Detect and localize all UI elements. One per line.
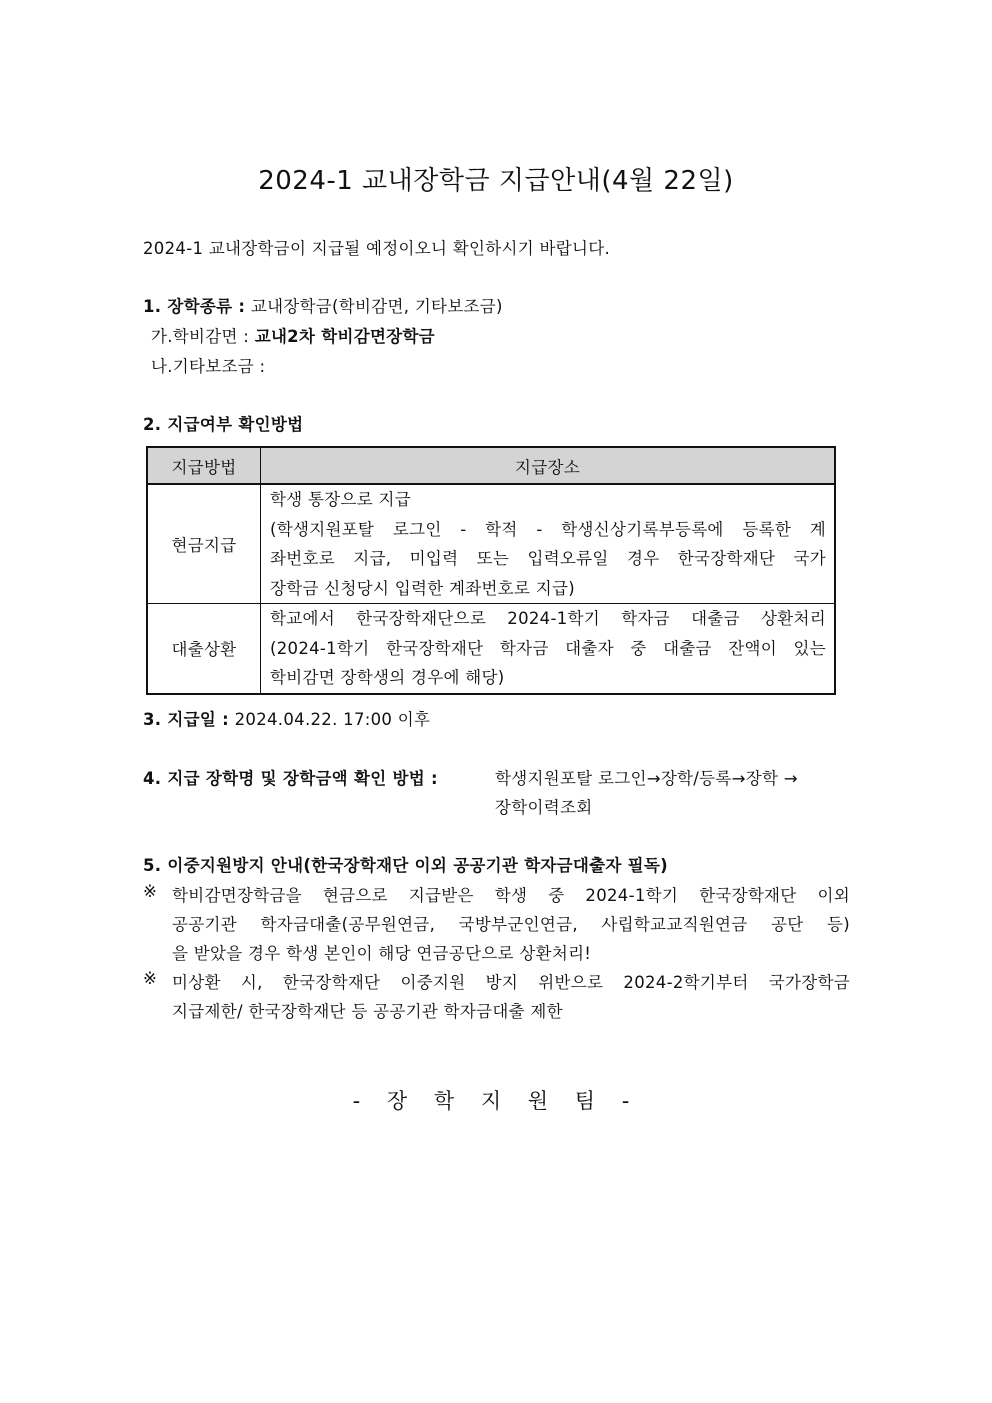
section-3 bbox=[143, 706, 430, 730]
place-line: 좌번호로 지급, 미입력 또는 입력오류일 경우 한국장학재단 국가 bbox=[270, 549, 826, 568]
section-1-value: 교내장학금(학비감면, 기타보조금) bbox=[250, 297, 503, 316]
document-title: 2024-1 교내장학금 지급안내(4월 22일) bbox=[258, 166, 734, 196]
section-3-value: 2024.04.22. 17:00 이후 bbox=[234, 710, 431, 729]
place-line: (학생지원포탈 로그인 - 학적 - 학생신상기록부등록에 등록한 계 bbox=[270, 519, 826, 539]
table-row bbox=[147, 484, 835, 604]
section-2-heading: 2. 지급여부 확인방법 bbox=[143, 415, 304, 434]
table-header-row bbox=[147, 447, 835, 484]
note-2-line: 미상환 시, 한국장학재단 이중지원 방지 위반으로 2024-2학기부터 국가장학금 bbox=[172, 973, 850, 992]
note-mark: ※ bbox=[143, 969, 157, 988]
payment-method-table bbox=[146, 446, 836, 695]
place-line: 학교에서 한국장학재단으로 2024-1학기 학자금 대출금 상환처리 bbox=[270, 609, 826, 628]
item-a-label: 가.학비감면 : bbox=[151, 327, 250, 346]
place-line: 학생 통장으로 지급 bbox=[270, 490, 412, 509]
table-cell-place bbox=[261, 484, 836, 604]
section-4-heading: 4. 지급 장학명 및 장학금액 확인 방법 : bbox=[143, 769, 438, 788]
table-row bbox=[147, 604, 835, 694]
place-line: 학비감면 장학생의 경우에 해당) bbox=[270, 668, 505, 687]
section-1-item-a bbox=[151, 323, 435, 347]
item-a-value: 교내2차 학비감면장학금 bbox=[254, 327, 435, 346]
table-cell-method: 대출상환 bbox=[147, 604, 261, 694]
item-b-label: 나.기타보조금 : bbox=[151, 357, 266, 376]
note-1-line: 을 받았을 경우 학생 본인이 해당 연금공단으로 상환처리! bbox=[172, 944, 592, 963]
intro-text: 2024-1 교내장학금이 지급될 예정이오니 확인하시기 바랍니다. bbox=[143, 239, 611, 258]
table-cell-method: 현금지급 bbox=[147, 484, 261, 604]
section-1 bbox=[143, 293, 503, 317]
note-2-line: 지급제한/ 한국장학재단 등 공공기관 학자금대출 제한 bbox=[172, 1002, 563, 1021]
table-header-place: 지급장소 bbox=[261, 447, 836, 484]
place-line: (2024-1학기 한국장학재단 학자금 대출자 중 대출금 잔액이 있는 bbox=[270, 638, 826, 658]
place-line: 장학금 신청당시 입력한 계좌번호로 지급) bbox=[270, 578, 575, 598]
note-1-line: 학비감면장학금을 현금으로 지급받은 학생 중 2024-1학기 한국장학재단 이외 bbox=[172, 886, 850, 905]
section-4-value-line2: 장학이력조회 bbox=[495, 798, 593, 817]
note-1-line: 공공기관 학자금대출(공무원연금, 국방부군인연금, 사립학교교직원연금 공단 등) bbox=[172, 915, 850, 934]
table-cell-place bbox=[261, 604, 836, 694]
section-5-heading: 5. 이중지원방지 안내(한국장학재단 이외 공공기관 학자금대출자 필독) bbox=[143, 856, 668, 875]
table-header-method: 지급방법 bbox=[147, 447, 261, 484]
note-mark: ※ bbox=[143, 882, 157, 901]
section-1-item-b bbox=[151, 353, 265, 377]
section-3-heading: 3. 지급일 : bbox=[143, 710, 230, 729]
signature-footer: - 장 학 지 원 팀 - bbox=[352, 1089, 640, 1113]
section-4-value-line1: 학생지원포탈 로그인→장학/등록→장학 → bbox=[495, 769, 798, 788]
section-1-heading: 1. 장학종류 : bbox=[143, 297, 246, 316]
